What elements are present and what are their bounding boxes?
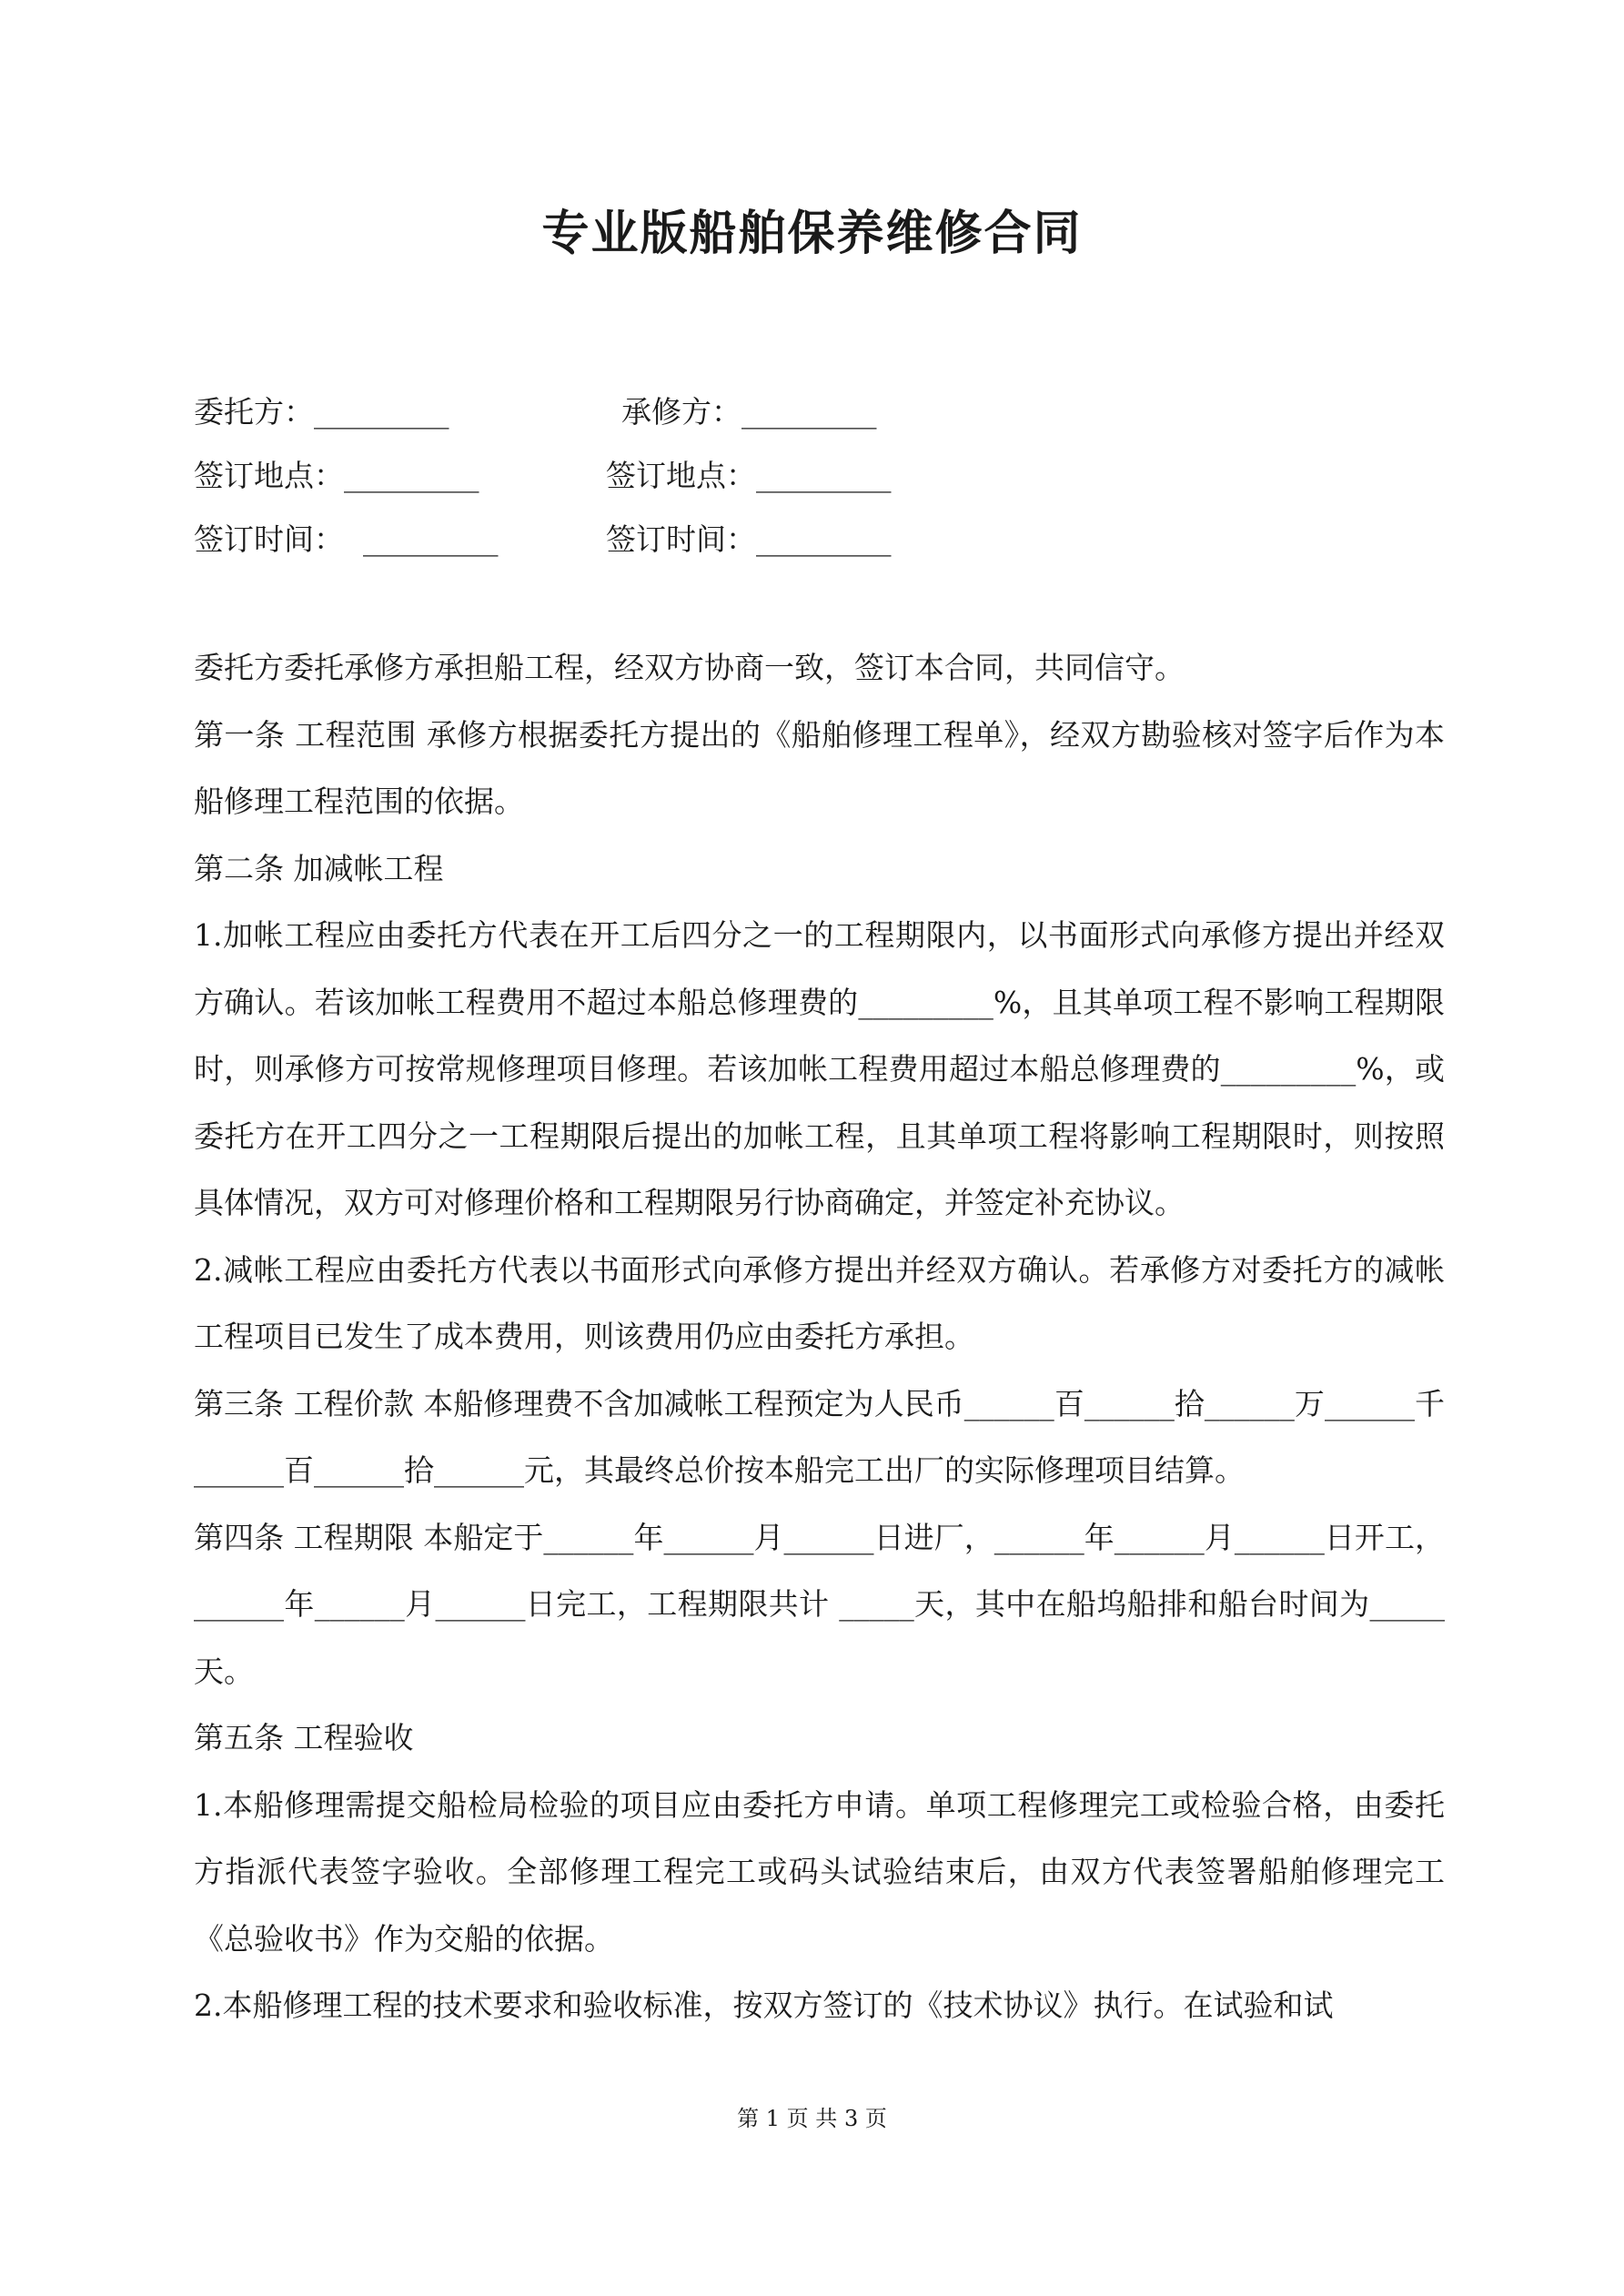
contract-body: [194, 634, 1445, 2039]
signing-time-left: 签订时间： _________: [194, 521, 499, 557]
signing-location-right: 签订地点：_________: [606, 458, 892, 493]
intro-paragraph: 委托方委托承修方承担船工程，经双方协商一致，签订本合同，共同信守。: [194, 650, 1185, 685]
document-title: 专业版船舶保养维修合同: [541, 206, 1083, 261]
party-row-location: [194, 444, 1431, 508]
article-5-clause-1: 1.本船修理需提交船检局检验的项目应由委托方申请。单项工程修理完工或检验合格，由委托方指派代表签字验收。全部修理工程完工或码头试验结束后，由双方代表签署船舶修理完工《总验收书》作为交船的依据。: [194, 1786, 1445, 1957]
parties-block: [194, 380, 1431, 571]
page-footer: 第 1 页 共 3 页: [737, 2106, 887, 2131]
article-1: 第一条 工程范围 承修方根据委托方提出的《船舶修理工程单》，经双方勘验核对签字后作为本船修理工程范围的依据。: [194, 716, 1445, 819]
client-field: 委托方：_________: [194, 394, 449, 430]
article-2-clause-1: 1.加帐工程应由委托方代表在开工后四分之一的工程期限内，以书面形式向承修方提出并经双方确认。若该加帐工程费用不超过本船总修理费的_________%，且其单项工程不影响工程期限时，则承修方可按常规修理项目修理。若该加帐工程费用超过本船总修理费的_________%，或委托方在开工四分之一工程期限后提出的加帐工程，且其单项工程将影响工程期限时，则按照具体情况，双方可对修理价格和工程期限另行协商确定，并签定补充协议。: [194, 917, 1445, 1220]
party-row-client: [194, 380, 1431, 444]
article-5-clause-2: 2.本船修理工程的技术要求和验收标准，按双方签订的《技术协议》执行。在试验和试: [194, 1988, 1334, 2023]
party-row-time: [194, 508, 1431, 571]
signing-location-left: 签订地点：_________: [194, 458, 479, 493]
article-5-heading: 第五条 工程验收: [194, 1720, 414, 1755]
article-4: 第四条 工程期限 本船定于______年______月______日进厂，______年______月______日开工，______年______月______日完工，工程期限共计 _____天，其中在船坞船排和船台时间为_____天。: [194, 1519, 1445, 1689]
article-3: 第三条 工程价款 本船修理费不含加减帐工程预定为人民币______百______拾______万______千______百______拾______元，其最终总价按本船完工出厂的实际修理项目结算。: [194, 1385, 1445, 1488]
signing-time-right: 签订时间：_________: [606, 521, 892, 557]
article-2-clause-2: 2.减帐工程应由委托方代表以书面形式向承修方提出并经双方确认。若承修方对委托方的减帐工程项目已发生了成本费用，则该费用仍应由委托方承担。: [194, 1251, 1445, 1354]
article-2-heading: 第二条 加减帐工程: [194, 850, 444, 886]
contractor-field: 承修方：_________: [621, 394, 877, 430]
